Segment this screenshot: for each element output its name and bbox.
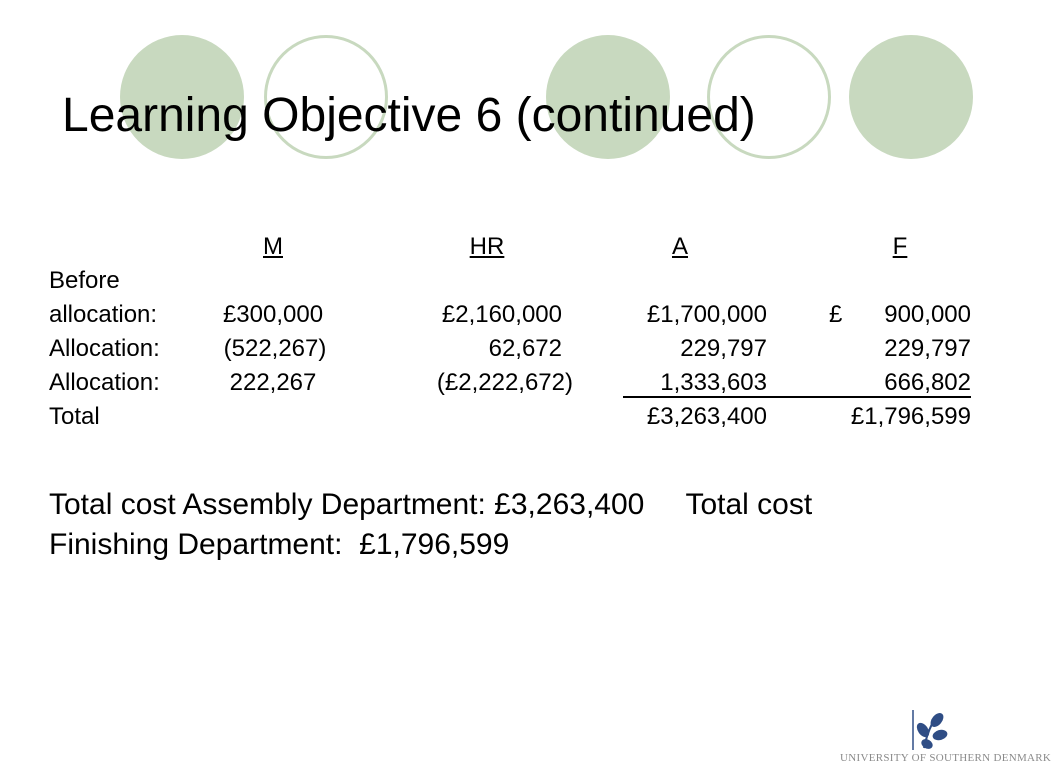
subtotal-underline — [623, 396, 971, 398]
cell-before-hr: £2,160,000 — [441, 301, 562, 328]
header-m: M — [263, 233, 283, 260]
header-f: F — [892, 233, 908, 260]
row-label-before: Before — [49, 267, 120, 294]
cell-allocation1-hr: 62,672 — [488, 335, 562, 362]
row-label-total: Total — [49, 403, 100, 430]
university-logo — [840, 708, 1051, 768]
row-label-before-allocation: allocation: — [49, 301, 158, 328]
cell-before-f-currency: £ — [829, 301, 843, 328]
leaf-sprig-icon — [910, 708, 950, 752]
header-a: A — [671, 233, 689, 260]
cell-allocation2-f: 666,802 — [884, 369, 971, 396]
cell-total-f: £1,796,599 — [850, 403, 971, 430]
summary-line-1: Total cost Assembly Department: £3,263,400 Total cost — [49, 488, 813, 521]
cell-allocation1-f: 229,797 — [884, 335, 971, 362]
summary-line-2: Finishing Department: £1,796,599 — [49, 528, 510, 561]
cell-total-a: £3,263,400 — [646, 403, 767, 430]
university-name: UNIVERSITY OF SOUTHERN DENMARK — [840, 752, 1051, 764]
summary-text — [49, 485, 812, 565]
cell-allocation2-hr: (£2,222,672) — [436, 369, 573, 396]
cell-before-a: £1,700,000 — [646, 301, 767, 328]
decor-circle-filled — [849, 35, 973, 159]
cell-before-f: 900,000 — [884, 301, 971, 328]
cell-allocation2-a: 1,333,603 — [660, 369, 767, 396]
cell-before-m: £300,000 — [222, 301, 324, 328]
slide-title: Learning Objective 6 (continued) — [62, 89, 756, 142]
header-hr: HR — [469, 233, 505, 260]
cell-allocation1-a: 229,797 — [680, 335, 767, 362]
row-label-allocation-2: Allocation: — [49, 369, 160, 396]
row-label-allocation-1: Allocation: — [49, 335, 160, 362]
cell-allocation2-m: 222,267 — [229, 369, 317, 396]
cell-allocation1-m: (522,267) — [223, 335, 327, 362]
